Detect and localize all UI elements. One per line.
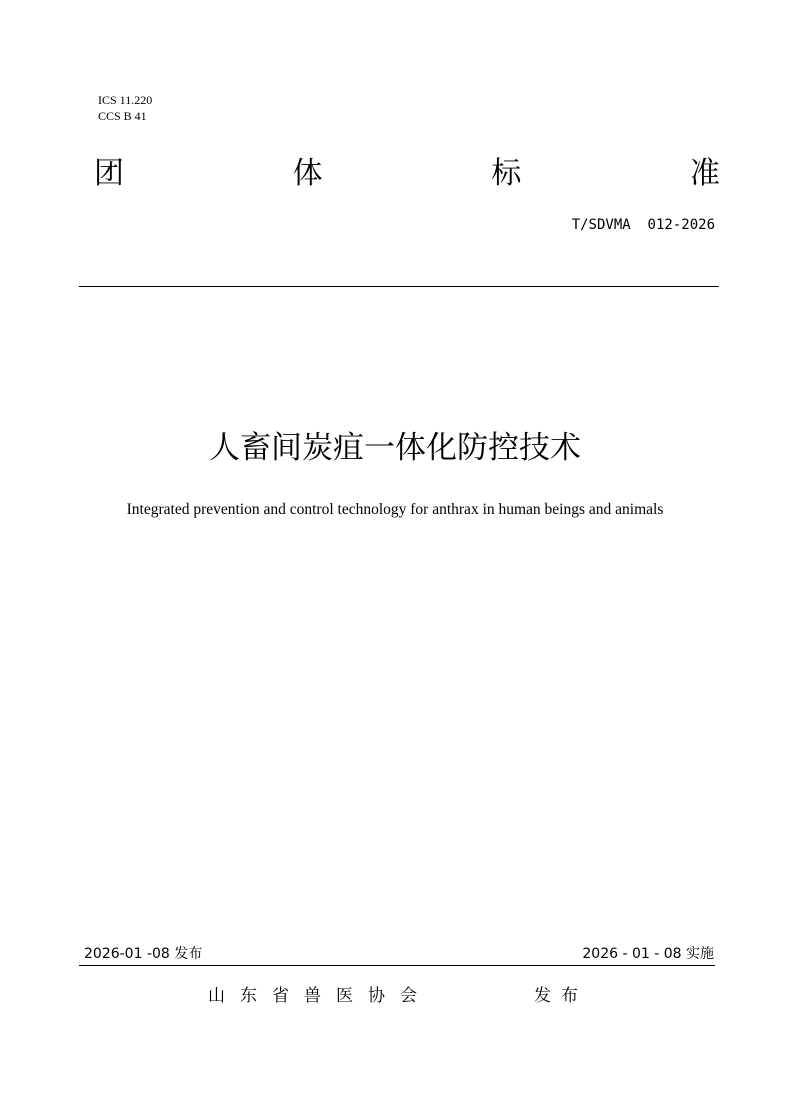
issuer-name: 山东省兽医协会 (208, 986, 432, 1006)
standard-type-char: 体 (292, 156, 323, 191)
issuer-row (0, 982, 790, 1010)
implementation-date: 2026 - 01 - 08 实施 (582, 946, 714, 962)
top-divider (79, 286, 719, 287)
date-row (84, 943, 714, 965)
standard-type-char: 团 (94, 156, 124, 191)
classification-codes (98, 92, 152, 124)
standard-type-heading (94, 154, 720, 194)
standard-type-char: 标 (491, 156, 522, 191)
issue-date: 2026-01 -08 发布 (84, 946, 203, 962)
ics-code: ICS 11.220 (98, 93, 153, 107)
title-english: Integrated prevention and control technology for anthrax in human beings and animals (126, 501, 664, 518)
ccs-code: CCS B 41 (98, 109, 147, 123)
issuer-action: 发布 (534, 986, 588, 1006)
bottom-divider (79, 965, 715, 966)
standard-number: T/SDVMA 012-2026 (571, 217, 715, 233)
title-chinese: 人畜间炭疽一体化防控技术 (209, 430, 581, 466)
standard-type-char: 准 (689, 156, 720, 191)
